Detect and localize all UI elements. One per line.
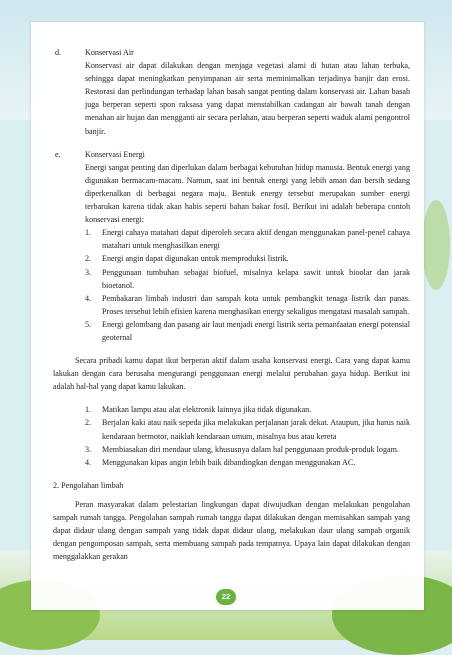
section-d-body: Konservasi air dapat dilakukan dengan menjaga vegetasi alami di hutan atau lahan terbuka, sehingga dapat meningkatkan penyimpanan air serta meminimalkan terjadinya banjir dan erosi. Restorasi dan perlindungan terhadap lahan basah sangat penting dalam konservasi air. Lahan basah juga berperan seperti spon raksasa yang dapat menstabilkan cadangan air bawah tanah dengan menahan air hujan dan mengganti air secara perlahan, atau berperan seperti waduk alami pengontrol banjir. [85,61,410,136]
section-2-body: Peran masyarakat dalam pelestarian lingkungan dapat diwujudkan dengan melakukan pengolahan sampah rumah tangga. Pengolahan sampah rumah tangga dapat dilakukan dengan memisahkan sampah yang dapat didaur ulang dengan sampah yang tidak dapat didaur ulang, melakukan daur ulang sampah organik dengan pengomposan sampah, serta membuang sampah pada tempatnya. Upaya lain dapat dilakukan dengan menggalakkan gerakan [53,499,410,562]
page-number-badge: 22 [216,589,236,605]
tree-decoration-right [422,200,450,290]
list-item: 3. Membiasakan diri mendaur ulang, khususnya dalam hal penggunaan produk-produk logam. [85,444,399,454]
list-item: 3. Penggunaan tumbuhan sebagai biofuel, misalnya kelapa sawit untuk bioolar dan jarak bioetanol. [85,267,410,290]
list-item: 5. Energi gelombang dan pasang air laut menjadi energi listrik serta pemanfaatan energi potensial geoternal [85,319,410,342]
section-d-title: Konservasi Air [85,48,134,57]
section-d-heading [53,46,410,59]
list-item: 4. Menggunakan kipas angin lebih baik dibandingkan dengan menggunakan AC. [85,457,356,467]
personal-action-list [53,403,410,468]
list-item: 1. Matikan lampu atau alat elektronik lainnya jika tidak digunakan. [85,405,312,415]
section-e-title: Konservasi Energi [85,149,145,159]
list-item: 4. Pembakaran limbah industri dan sampah kota untuk pembangkit tenaga listrik dan panas. Proses tersebut lebih efisien karena menghasikan energy sekaligus mengatasi masalah sampah. [85,293,410,316]
page-content [53,46,410,563]
list-item: 1. Energi cahaya matahari dapat diperoleh secara aktif dengan menggunakan panel-penel cahaya matahari untuk menghasilkan energi [85,228,410,251]
section-2-heading: 2. Pengolahan limbah [53,480,124,490]
section-d-letter: d. [55,48,62,57]
list-item: 2. Energi angin dapat digunakan untuk memproduksi listrik. [85,254,289,264]
energy-list [53,226,410,344]
document-page [31,22,424,610]
list-item: 2. Berjalan kaki atau naik sepeda jika melakukan perjalanan jarak dekat. Ataupun, jika harus naik kendaraan bermotor, naiklah kendaraan umum, misalnya bus atau kereta [85,418,410,441]
section-e-heading [53,148,410,161]
personal-action-paragraph: Secara pribadi kamu dapat ikut berperan aktif dalam usaha konservasi energi. Cara yang dapat kamu lakukan dengan cara berusaha mengurangi penggunaan energi melalui perubahan gaya hidup. Berikut ini adalah hal-hal yang dapat kamu lakukan. [53,356,410,392]
section-e-body: Energi sangat penting dan diperlukan dalam berbagai kebutuhan hidup manusia. Bentuk energi yang digunakan bermacam-macam. Namun, saat ini bentuk energi yang lebih aman dan bersih sedang diperkenalkan di berbagai negara maju. Bentuk energy tersebut merupakan sumber energi terbarukan karena tidak akan habis seperti bahan bakar fosil. Berikut ini adalah beberapa contoh konservasi energi: [85,162,410,225]
section-e-letter: e. [55,149,61,159]
